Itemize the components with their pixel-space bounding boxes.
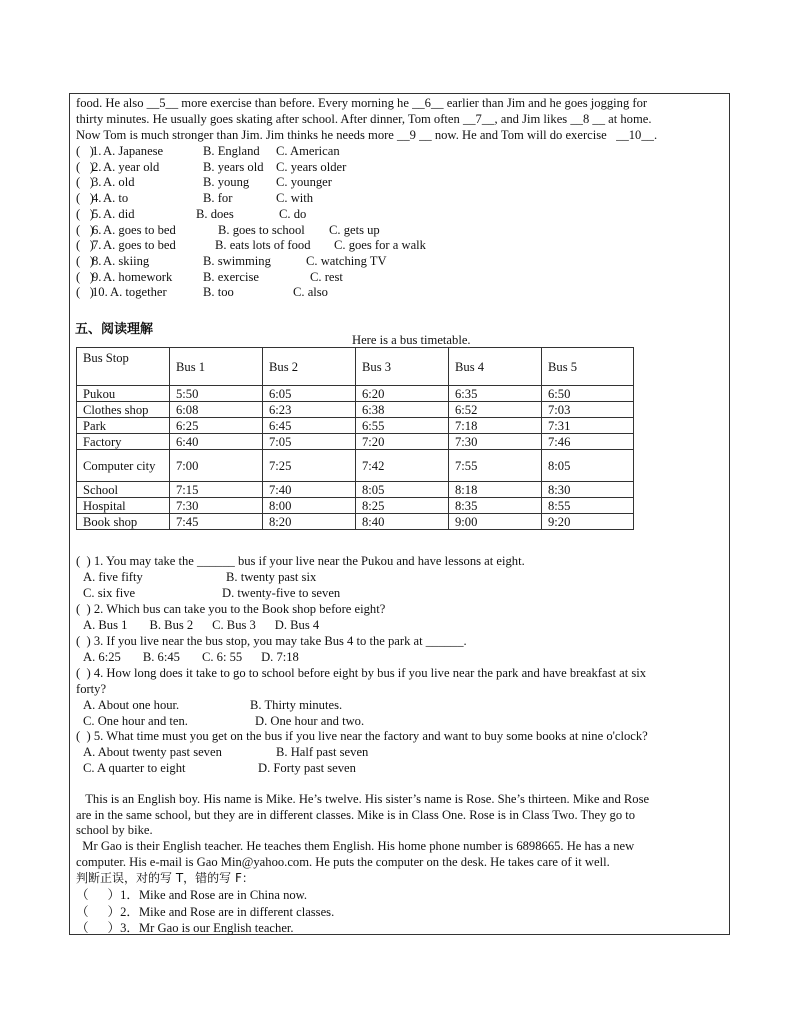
cloze-option-a: A. goes to bed — [103, 222, 176, 237]
time-cell: 5:50 — [170, 386, 263, 402]
cloze-option-c: C. also — [293, 285, 328, 300]
stop-name: Book shop — [77, 514, 170, 530]
header-bus: Bus 5 — [542, 348, 634, 386]
header-bus-stop: Bus Stop — [77, 348, 170, 386]
option: B. Half past seven — [276, 745, 369, 759]
cloze-option-a: A. goes to bed — [103, 238, 176, 253]
cloze-option-c: C. rest — [310, 269, 343, 284]
time-cell: 6:20 — [356, 386, 449, 402]
option: B. twenty past six — [226, 570, 317, 584]
stop-name: Pukou — [77, 386, 170, 402]
header-bus: Bus 3 — [356, 348, 449, 386]
question-4: ( ) 4. How long does it take to go to school before eight by bus if you live near the park and have breakfast at six — [76, 666, 647, 680]
time-cell: 8:40 — [356, 514, 449, 530]
time-cell: 8:05 — [542, 450, 634, 482]
cloze-number: 5. — [92, 206, 102, 221]
option: D. twenty-five to seven — [222, 586, 341, 600]
option: A. About one hour. — [83, 698, 180, 712]
answer-blank: ( ) — [76, 253, 94, 268]
table-row — [77, 498, 634, 514]
stop-name: Factory — [77, 434, 170, 450]
option: C. six five — [83, 586, 136, 600]
cloze-option-a: A. old — [103, 175, 135, 190]
stop-name: Hospital — [77, 498, 170, 514]
timetable-caption: Here is a bus timetable. — [352, 333, 471, 347]
cloze-number: 2. — [92, 159, 102, 174]
answer-blank: ( ) — [76, 285, 94, 300]
time-cell: 7:46 — [542, 434, 634, 450]
cloze-option-c: C. do — [279, 206, 307, 221]
time-cell: 6:35 — [449, 386, 542, 402]
answer-blank: ( ) — [76, 144, 94, 158]
tf-item: （ ）2．Mike and Rose are in different classes. — [76, 905, 335, 919]
table-row — [77, 402, 634, 418]
question-2: ( ) 2. Which bus can take you to the Book shop before eight? — [76, 602, 386, 616]
time-cell: 6:08 — [170, 402, 263, 418]
option: B. Thirty minutes. — [250, 698, 343, 712]
cloze-option-c: C. years older — [276, 159, 347, 174]
time-cell: 6:23 — [263, 402, 356, 418]
question-3: ( ) 3. If you live near the bus stop, you may take Bus 4 to the park at ______. — [76, 634, 467, 648]
time-cell: 6:38 — [356, 402, 449, 418]
cloze-option-a: A. did — [103, 206, 135, 221]
option: C. One hour and ten. — [83, 714, 188, 728]
time-cell: 6:40 — [170, 434, 263, 450]
time-cell: 7:31 — [542, 418, 634, 434]
cloze-option-a: A. to — [103, 191, 129, 206]
answer-blank: ( ) — [76, 159, 94, 174]
time-cell: 8:00 — [263, 498, 356, 514]
question-5: ( ) 5. What time must you get on the bus if you live near the factory and want to buy some books at nine o'clock? — [76, 729, 648, 743]
time-cell: 6:45 — [263, 418, 356, 434]
cloze-option-c: C. younger — [276, 175, 332, 190]
cloze-option-a: A. homework — [103, 269, 173, 284]
time-cell: 7:03 — [542, 402, 634, 418]
time-cell: 6:55 — [356, 418, 449, 434]
time-cell: 7:05 — [263, 434, 356, 450]
header-bus: Bus 1 — [170, 348, 263, 386]
time-cell: 7:18 — [449, 418, 542, 434]
table-row — [77, 386, 634, 402]
cloze-option-a: A. year old — [103, 159, 160, 174]
timetable-header-row — [77, 348, 634, 386]
tf-item: （ ）3．Mr Gao is our English teacher. — [76, 921, 294, 935]
time-cell: 7:30 — [170, 498, 263, 514]
cloze-option-b: B. for — [203, 191, 233, 206]
passage-line: thirty minutes. He usually goes skating after school. After dinner, Tom often __7__, and Jim likes __8 __ at home. — [76, 112, 652, 126]
cloze-number: 10. — [92, 285, 108, 300]
header-bus: Bus 2 — [263, 348, 356, 386]
cloze-option-a: A. Japanese — [103, 144, 164, 158]
passage-line: This is an English boy. His name is Mike. He’s twelve. His sister’s name is Rose. She’s thirteen. Mike and Rose — [76, 792, 650, 806]
time-cell: 8:20 — [263, 514, 356, 530]
cloze-option-b: B. England — [203, 144, 260, 158]
option: D. One hour and two. — [255, 714, 365, 728]
table-row — [77, 450, 634, 482]
passage-line: school by bike. — [76, 823, 153, 837]
time-cell: 6:52 — [449, 402, 542, 418]
question-1: ( ) 1. You may take the ______ bus if your live near the Pukou and have lessons at eight. — [76, 554, 525, 568]
cloze-number: 7. — [92, 238, 102, 253]
time-cell: 8:55 — [542, 498, 634, 514]
option: C. A quarter to eight — [83, 761, 186, 775]
time-cell: 6:05 — [263, 386, 356, 402]
answer-blank: ( ) — [76, 222, 94, 237]
answer-blank: ( ) — [76, 191, 94, 206]
cloze-number: 9. — [92, 269, 102, 284]
cloze-number: 1. — [92, 144, 102, 158]
passage-line: food. He also __5__ more exercise than before. Every morning he __6__ earlier than Jim and he goes jogging for — [76, 96, 648, 110]
cloze-option-b: B. goes to school — [218, 222, 305, 237]
answer-blank: ( ) — [76, 175, 94, 190]
time-cell: 7:20 — [356, 434, 449, 450]
time-cell: 7:15 — [170, 482, 263, 498]
question-4-cont: forty? — [76, 682, 107, 696]
stop-name: School — [77, 482, 170, 498]
answer-blank: ( ) — [76, 206, 94, 221]
cloze-option-b: B. exercise — [203, 269, 259, 284]
tf-instruction: 判断正误，对的写 T，错的写 F： — [76, 871, 254, 885]
cloze-option-c: C. watching TV — [306, 253, 387, 268]
option: A. Bus 1 B. Bus 2 C. Bus 3 D. Bus 4 — [83, 618, 320, 632]
option: D. Forty past seven — [258, 761, 356, 775]
cloze-option-b: B. does — [196, 206, 234, 221]
cloze-option-b: B. too — [203, 285, 234, 300]
time-cell: 6:50 — [542, 386, 634, 402]
cloze-number: 4. — [92, 191, 102, 206]
time-cell: 7:40 — [263, 482, 356, 498]
tf-item: （ ）1．Mike and Rose are in China now. — [76, 888, 308, 902]
cloze-option-b: B. years old — [203, 159, 264, 174]
section-title: 五、阅读理解 — [75, 322, 154, 337]
time-cell: 7:42 — [356, 450, 449, 482]
cloze-option-c: C. gets up — [329, 222, 380, 237]
option: A. About twenty past seven — [83, 745, 222, 759]
cloze-option-c: C. American — [276, 144, 340, 158]
option: A. 6:25 B. 6:45 C. 6: 55 D. 7:18 — [83, 650, 299, 664]
cloze-option-c: C. goes for a walk — [334, 238, 426, 253]
cloze-number: 6. — [92, 222, 102, 237]
time-cell: 8:35 — [449, 498, 542, 514]
time-cell: 7:00 — [170, 450, 263, 482]
table-row — [77, 514, 634, 530]
bus-timetable — [76, 347, 634, 530]
stop-name: Computer city — [77, 450, 170, 482]
time-cell: 7:45 — [170, 514, 263, 530]
cloze-option-b: B. swimming — [203, 253, 271, 268]
table-row — [77, 482, 634, 498]
table-row — [77, 418, 634, 434]
passage-line: are in the same school, but they are in different classes. Mike is in Class One. Rose is in Class Two. They go to — [76, 808, 636, 822]
passage-line: Mr Gao is their English teacher. He teaches them English. His home phone number is 6898665. He has a new — [76, 839, 635, 853]
time-cell: 8:25 — [356, 498, 449, 514]
time-cell: 8:05 — [356, 482, 449, 498]
option: A. five fifty — [83, 570, 143, 584]
cloze-option-a: A. together — [110, 285, 167, 300]
answer-blank: ( ) — [76, 269, 94, 284]
time-cell: 9:00 — [449, 514, 542, 530]
time-cell: 7:55 — [449, 450, 542, 482]
cloze-option-c: C. with — [276, 191, 314, 206]
cloze-option-b: B. eats lots of food — [215, 238, 311, 253]
time-cell: 7:25 — [263, 450, 356, 482]
table-row — [77, 434, 634, 450]
time-cell: 9:20 — [542, 514, 634, 530]
time-cell: 8:30 — [542, 482, 634, 498]
passage-line: computer. His e-mail is Gao Min@yahoo.com. He puts the computer on the desk. He takes care of it well. — [76, 855, 610, 869]
time-cell: 7:30 — [449, 434, 542, 450]
cloze-number: 3. — [92, 175, 102, 190]
time-cell: 6:25 — [170, 418, 263, 434]
cloze-number: 8. — [92, 253, 102, 268]
answer-blank: ( ) — [76, 238, 94, 253]
stop-name: Clothes shop — [77, 402, 170, 418]
stop-name: Park — [77, 418, 170, 434]
header-bus: Bus 4 — [449, 348, 542, 386]
time-cell: 8:18 — [449, 482, 542, 498]
cloze-option-a: A. skiing — [103, 253, 150, 268]
passage-line: Now Tom is much stronger than Jim. Jim thinks he needs more __9 __ now. He and Tom will do exercise __10__. — [76, 128, 658, 142]
cloze-option-b: B. young — [203, 175, 250, 190]
